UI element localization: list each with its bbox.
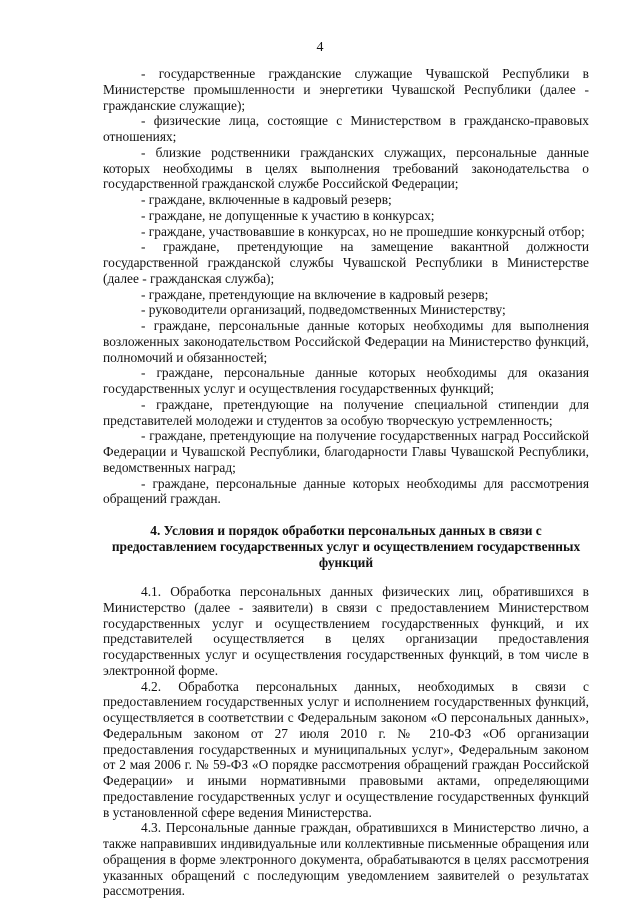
list-item: - граждане, претендующие на включение в кадровый резерв; <box>141 286 489 302</box>
list-item: - граждане, персональные данные которых необходимы для выполнения возложенных законодательством Российской Федерации на Министерство функций, полномочий и обязанностей; <box>103 318 589 365</box>
list-item: - граждане, персональные данные которых необходимы для рассмотрения обращений граждан. <box>103 475 589 507</box>
section-heading: 4. Условия и порядок обработки персональных данных в связи с предоставлением государственных услуг и осуществлением государственных функций <box>111 523 581 570</box>
clause-4-3: 4.3. Персональные данные граждан, обратившихся в Министерство лично, а также направивших индивидуальные или коллективные письменные обращения или обращения в форме электронного документа, обрабатываются в целях рассмотрения указанных обращений с последующим уведомлением заявителей о результатах рассмотрения. <box>103 820 589 899</box>
list-item: - граждане, включенные в кадровый резерв; <box>141 192 392 207</box>
clause-4-2: 4.2. Обработка персональных данных, необходимых в связи с предоставлением государственных услуг и исполнением государственных функций, осуществляется в соответствии с Федеральным законом «О персональных данных», Федеральным законом от 27 июля 2010 г. № 210-ФЗ «Об организации предоставления государственных и муниципальных услуг», Федеральным законом от 2 мая 2006 г. № 59-ФЗ «О порядке рассмотрения обращений граждан Российской Федерации» и иными нормативными правовыми актами, определяющими предоставление государственных услуг и осуществление государственных функций в установленной сфере ведения Министерства. <box>103 678 589 820</box>
page-number: 4 <box>316 40 324 55</box>
page-content <box>103 66 589 899</box>
list-item: - граждане, не допущенные к участию в конкурсах; <box>141 207 435 223</box>
list-item: - физические лица, состоящие с Министерством в гражданско-правовых отношениях; <box>103 113 589 144</box>
list-item: - граждане, претендующие на получение специальной стипендии для представителей молодежи и студентов за особую творческую устремленность; <box>103 396 589 428</box>
list-item: - граждане, претендующие на получение государственных наград Российской Федерации и Чувашской Республики, благодарности Главы Чувашской Республики, ведомственных наград; <box>103 428 589 475</box>
clause-4-1: 4.1. Обработка персональных данных физических лиц, обратившихся в Министерство (далее - заявители) в связи с предоставлением Министерством государственных услуг и осуществлением государственных функций, и их представителей осуществляется в целях организации предоставления государственных услуг и осуществления государственных функций, в том числе в электронной форме. <box>103 584 589 678</box>
list-item: - граждане, персональные данные которых необходимы для оказания государственных услуг и осуществления государственных функций; <box>103 365 589 396</box>
list-item: - государственные гражданские служащие Чувашской Республики в Министерстве промышленности и энергетики Чувашской Республики (далее - гражданские служащие); <box>103 66 589 113</box>
section-clauses <box>103 584 589 899</box>
subject-list <box>103 66 589 507</box>
list-item: - граждане, участвовавшие в конкурсах, но не прошедшие конкурсный отбор; <box>141 223 585 239</box>
list-item: - граждане, претендующие на замещение вакантной должности государственной гражданской службы Чувашской Республики в Министерстве (далее - гражданская служба); <box>103 239 589 286</box>
list-item: - руководители организаций, подведомственных Министерству; <box>141 302 506 318</box>
list-item: - близкие родственники гражданских служащих, персональные данные которых необходимы в целях выполнения требований законодательства о государственной гражданской службе Российской Федерации; <box>103 144 589 192</box>
